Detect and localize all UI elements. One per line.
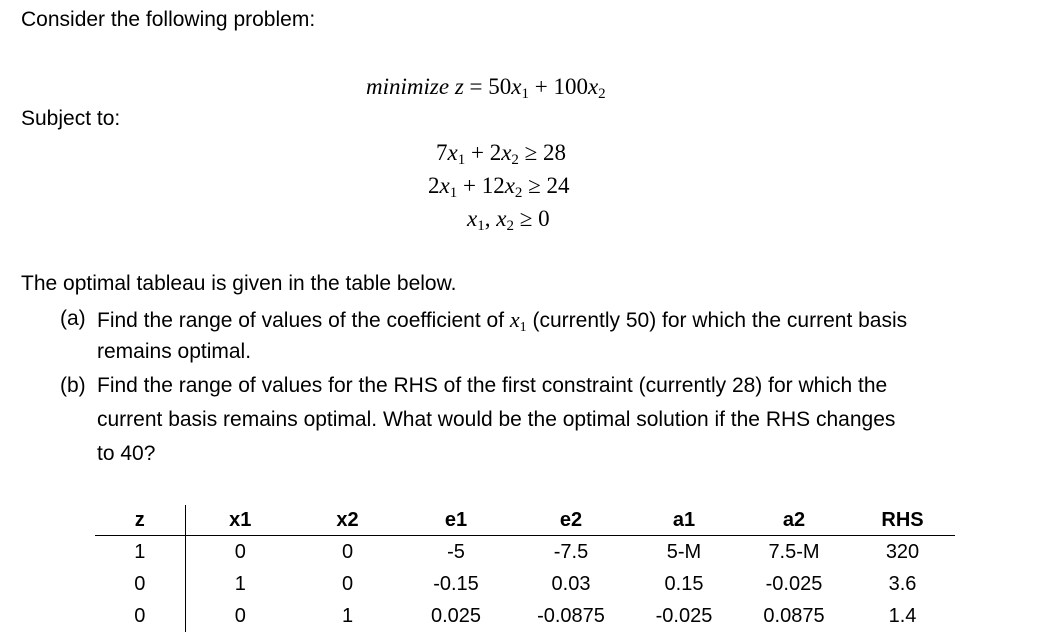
question-a-label: (a) [60,307,86,330]
objective-function: minimize $z = 50x_1 + 100x_2$ [366,74,606,102]
question-b-line3: to 40? [97,442,156,465]
header-z: z [95,505,185,536]
table-row [95,536,955,569]
table-cell: 1 [95,536,185,569]
table-cell: -0.0875 [537,604,605,627]
header-e1: e1 [400,505,512,536]
table-cell: 5-M [666,540,702,563]
table-cell: 0 [341,572,354,595]
table-cell: 3.6 [888,572,917,595]
objective-keyword: minimize [366,74,450,99]
table-cell: 0.15 [664,572,704,595]
tableau-intro: The optimal tableau is given in the table below. [21,272,457,295]
question-b-label: (b) [60,374,86,397]
header-a2: a2 [738,505,850,536]
table-row [95,568,955,600]
subject-to-label: Subject to: [21,107,121,130]
table-cell: 0 [234,604,246,627]
table-cell: -0.15 [433,572,479,595]
table-cell: 0 [95,600,185,632]
table-cell: 7.5-M [768,540,820,563]
objective-var: z [454,74,464,99]
question-a-line1: Find the range of values of the coefficient of $x_1$ (currently 50) for which the current basis [97,307,908,335]
table-header-row [95,505,955,536]
table-cell: 0 [341,540,354,563]
table-cell: 0 [95,568,185,600]
table-row [95,600,955,632]
question-a-line2: remains optimal. [97,340,252,363]
objective-c2: 100 [553,74,588,99]
intro-text: Consider the following problem: [21,8,316,31]
table-cell: 0.0875 [763,604,825,627]
header-rhs: RHS [850,505,955,536]
header-x1: x1 [185,505,295,536]
nonnegativity-constraint: $x_1$, $x_2 \ge 0$ [467,206,550,234]
question-b-line1: Find the range of values for the RHS of the first constraint (currently 28) for which the [97,374,888,397]
header-e2: e2 [512,505,630,536]
table-cell: -0.025 [655,604,713,627]
table-cell: 0.025 [430,604,482,627]
table-cell: 1 [234,572,246,595]
optimal-tableau [95,505,955,632]
table-cell: 1.4 [888,604,917,627]
constraint-1: $7x_1 + 2x_2 \ge 28$ [436,140,567,168]
tableau-table [95,505,955,632]
objective-c1: 50 [488,74,512,99]
table-cell: 0 [234,540,246,563]
header-x2: x2 [295,505,400,536]
constraint-2: $2x_1 + 12x_2 \ge 24$ [428,173,570,201]
table-cell: -7.5 [553,540,589,563]
header-a1: a1 [630,505,738,536]
table-cell: -5 [447,540,465,563]
table-cell: 0.03 [551,572,591,595]
table-cell: 320 [885,540,920,563]
question-b-line2: current basis remains optimal. What would be the optimal solution if the RHS changes [97,408,896,431]
table-cell: 1 [341,604,354,627]
table-cell: -0.025 [765,572,823,595]
